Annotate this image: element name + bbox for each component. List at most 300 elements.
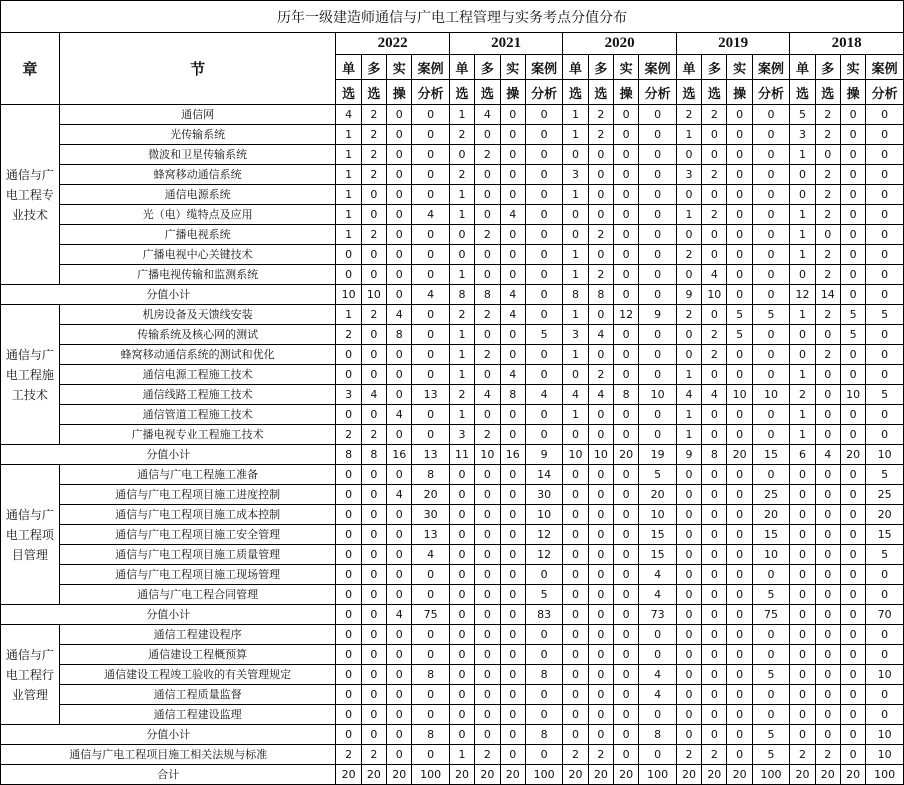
value-cell: 0 <box>449 465 474 485</box>
value-cell: 0 <box>840 105 865 125</box>
value-cell: 0 <box>727 405 752 425</box>
value-cell: 15 <box>752 525 789 545</box>
value-cell: 0 <box>336 265 361 285</box>
value-cell: 4 <box>387 605 412 625</box>
value-cell: 4 <box>500 205 525 225</box>
value-cell: 20 <box>449 765 474 785</box>
value-cell: 5 <box>525 585 562 605</box>
value-cell: 0 <box>588 245 613 265</box>
value-cell: 0 <box>336 605 361 625</box>
value-cell: 0 <box>500 485 525 505</box>
value-cell: 2 <box>790 745 815 765</box>
value-cell: 1 <box>790 145 815 165</box>
value-cell: 0 <box>588 485 613 505</box>
value-cell: 1 <box>336 145 361 165</box>
value-cell: 1 <box>563 185 588 205</box>
value-cell: 2 <box>815 305 840 325</box>
year-header: 2018 <box>790 33 904 55</box>
value-cell: 1 <box>563 125 588 145</box>
value-cell: 0 <box>588 685 613 705</box>
value-cell: 0 <box>614 205 639 225</box>
value-cell: 0 <box>412 145 449 165</box>
table-row <box>1 645 904 665</box>
value-cell: 20 <box>412 485 449 505</box>
value-cell: 0 <box>563 665 588 685</box>
table-row <box>1 245 904 265</box>
section-cell: 蜂窝移动通信系统的测试和优化 <box>59 345 336 365</box>
value-cell: 0 <box>727 565 752 585</box>
value-cell: 2 <box>361 745 386 765</box>
value-cell: 0 <box>475 165 500 185</box>
value-cell: 0 <box>588 405 613 425</box>
value-cell: 0 <box>815 525 840 545</box>
value-cell: 0 <box>361 545 386 565</box>
value-cell: 0 <box>500 105 525 125</box>
value-cell: 0 <box>614 485 639 505</box>
type-header-bottom: 操 <box>387 80 412 105</box>
value-cell: 1 <box>790 245 815 265</box>
value-cell: 0 <box>563 725 588 745</box>
value-cell: 0 <box>815 405 840 425</box>
year-header: 2020 <box>563 33 676 55</box>
value-cell: 0 <box>361 585 386 605</box>
table-row <box>1 385 904 405</box>
value-cell: 0 <box>676 465 701 485</box>
value-cell: 4 <box>336 105 361 125</box>
section-cell: 通信与广电工程合同管理 <box>59 585 336 605</box>
value-cell: 0 <box>563 565 588 585</box>
value-cell: 2 <box>676 745 701 765</box>
value-cell: 0 <box>588 605 613 625</box>
value-cell: 0 <box>614 465 639 485</box>
value-cell: 1 <box>790 405 815 425</box>
type-header-bottom: 选 <box>702 80 727 105</box>
value-cell: 0 <box>676 325 701 345</box>
value-cell: 0 <box>525 205 562 225</box>
value-cell: 0 <box>639 265 676 285</box>
value-cell: 0 <box>614 165 639 185</box>
value-cell: 4 <box>412 285 449 305</box>
value-cell: 0 <box>614 545 639 565</box>
value-cell: 0 <box>840 505 865 525</box>
value-cell: 2 <box>475 225 500 245</box>
type-header-bottom: 分析 <box>866 80 904 105</box>
value-cell: 2 <box>815 165 840 185</box>
value-cell: 0 <box>563 425 588 445</box>
value-cell: 1 <box>563 265 588 285</box>
subtotal-row <box>1 725 904 745</box>
value-cell: 0 <box>790 545 815 565</box>
value-cell: 0 <box>387 225 412 245</box>
value-cell: 0 <box>639 245 676 265</box>
value-cell: 0 <box>361 525 386 545</box>
value-cell: 0 <box>702 425 727 445</box>
value-cell: 0 <box>702 405 727 425</box>
type-header-top: 案例 <box>525 55 562 80</box>
value-cell: 0 <box>336 705 361 725</box>
value-cell: 0 <box>702 365 727 385</box>
value-cell: 0 <box>752 105 789 125</box>
value-cell: 5 <box>752 585 789 605</box>
value-cell: 2 <box>702 205 727 225</box>
year-header: 2021 <box>449 33 562 55</box>
value-cell: 1 <box>676 405 701 425</box>
value-cell: 20 <box>676 765 701 785</box>
value-cell: 0 <box>639 125 676 145</box>
value-cell: 8 <box>639 725 676 745</box>
value-cell: 0 <box>387 745 412 765</box>
value-cell: 0 <box>563 485 588 505</box>
table-row <box>1 265 904 285</box>
value-cell: 0 <box>639 625 676 645</box>
value-cell: 0 <box>500 625 525 645</box>
type-header-top: 单 <box>676 55 701 80</box>
value-cell: 2 <box>449 165 474 185</box>
value-cell: 4 <box>500 285 525 305</box>
type-header-bottom: 选 <box>588 80 613 105</box>
value-cell: 0 <box>361 345 386 365</box>
value-cell: 0 <box>387 265 412 285</box>
value-cell: 0 <box>639 745 676 765</box>
section-cell: 通信与广电工程项目施工安全管理 <box>59 525 336 545</box>
value-cell: 1 <box>676 125 701 145</box>
value-cell: 0 <box>387 505 412 525</box>
value-cell: 25 <box>752 485 789 505</box>
value-cell: 14 <box>815 285 840 305</box>
value-cell: 0 <box>614 185 639 205</box>
value-cell: 2 <box>361 125 386 145</box>
value-cell: 0 <box>614 645 639 665</box>
value-cell: 0 <box>840 525 865 545</box>
value-cell: 0 <box>525 145 562 165</box>
table-row <box>1 525 904 545</box>
value-cell: 0 <box>500 525 525 545</box>
value-cell: 0 <box>412 365 449 385</box>
value-cell: 0 <box>336 465 361 485</box>
value-cell: 13 <box>412 385 449 405</box>
value-cell: 1 <box>563 305 588 325</box>
value-cell: 0 <box>475 545 500 565</box>
section-cell: 通信网 <box>59 105 336 125</box>
value-cell: 0 <box>563 705 588 725</box>
value-cell: 0 <box>361 645 386 665</box>
value-cell: 0 <box>525 305 562 325</box>
value-cell: 0 <box>752 325 789 345</box>
value-cell: 0 <box>525 405 562 425</box>
value-cell: 0 <box>676 505 701 525</box>
value-cell: 0 <box>387 345 412 365</box>
value-cell: 0 <box>727 645 752 665</box>
value-cell: 2 <box>676 105 701 125</box>
value-cell: 0 <box>588 305 613 325</box>
value-cell: 5 <box>866 305 904 325</box>
value-cell: 1 <box>336 185 361 205</box>
value-cell: 0 <box>525 185 562 205</box>
value-cell: 0 <box>840 125 865 145</box>
value-cell: 20 <box>614 445 639 465</box>
value-cell: 0 <box>866 125 904 145</box>
value-cell: 20 <box>815 765 840 785</box>
value-cell: 0 <box>336 525 361 545</box>
table-row <box>1 145 904 165</box>
value-cell: 16 <box>500 445 525 465</box>
value-cell: 0 <box>500 345 525 365</box>
value-cell: 3 <box>449 425 474 445</box>
value-cell: 10 <box>866 665 904 685</box>
value-cell: 0 <box>475 365 500 385</box>
table-row <box>1 165 904 185</box>
value-cell: 0 <box>866 105 904 125</box>
value-cell: 0 <box>866 625 904 645</box>
value-cell: 2 <box>815 745 840 765</box>
value-cell: 0 <box>412 625 449 645</box>
value-cell: 4 <box>676 385 701 405</box>
value-cell: 0 <box>866 565 904 585</box>
value-cell: 0 <box>840 485 865 505</box>
value-cell: 2 <box>702 165 727 185</box>
value-cell: 8 <box>412 465 449 485</box>
value-cell: 5 <box>790 105 815 125</box>
value-cell: 0 <box>815 145 840 165</box>
value-cell: 0 <box>702 685 727 705</box>
value-cell: 0 <box>727 745 752 765</box>
section-cell: 通信建设工程概预算 <box>59 645 336 665</box>
value-cell: 0 <box>727 465 752 485</box>
value-cell: 8 <box>702 445 727 465</box>
value-cell: 0 <box>387 205 412 225</box>
value-cell: 15 <box>639 525 676 545</box>
value-cell: 0 <box>790 645 815 665</box>
value-cell: 0 <box>639 165 676 185</box>
value-cell: 0 <box>412 645 449 665</box>
value-cell: 2 <box>815 345 840 365</box>
value-cell: 0 <box>449 245 474 265</box>
value-cell: 0 <box>840 425 865 445</box>
value-cell: 0 <box>563 585 588 605</box>
value-cell: 9 <box>525 445 562 465</box>
value-cell: 4 <box>412 205 449 225</box>
value-cell: 0 <box>336 345 361 365</box>
subtotal-label: 分值小计 <box>1 605 336 625</box>
value-cell: 2 <box>815 125 840 145</box>
value-cell: 0 <box>815 665 840 685</box>
value-cell: 0 <box>840 565 865 585</box>
value-cell: 0 <box>639 205 676 225</box>
type-header-bottom: 分析 <box>639 80 676 105</box>
value-cell: 0 <box>336 685 361 705</box>
value-cell: 0 <box>500 725 525 745</box>
value-cell: 0 <box>727 545 752 565</box>
value-cell: 1 <box>563 245 588 265</box>
value-cell: 0 <box>727 165 752 185</box>
value-cell: 8 <box>449 285 474 305</box>
value-cell: 0 <box>840 365 865 385</box>
value-cell: 1 <box>790 305 815 325</box>
value-cell: 20 <box>752 505 789 525</box>
value-cell: 0 <box>840 545 865 565</box>
value-cell: 0 <box>840 245 865 265</box>
table-row <box>1 665 904 685</box>
value-cell: 0 <box>588 545 613 565</box>
table-row <box>1 485 904 505</box>
value-cell: 0 <box>449 585 474 605</box>
value-cell: 100 <box>866 765 904 785</box>
value-cell: 0 <box>563 365 588 385</box>
section-cell: 通信与广电工程施工准备 <box>59 465 336 485</box>
value-cell: 0 <box>525 685 562 705</box>
value-cell: 0 <box>475 485 500 505</box>
value-cell: 0 <box>790 605 815 625</box>
value-cell: 4 <box>702 385 727 405</box>
type-header-top: 单 <box>790 55 815 80</box>
value-cell: 0 <box>840 705 865 725</box>
value-cell: 83 <box>525 605 562 625</box>
value-cell: 0 <box>614 705 639 725</box>
value-cell: 20 <box>840 765 865 785</box>
value-cell: 0 <box>588 165 613 185</box>
value-cell: 0 <box>727 245 752 265</box>
table-row <box>1 125 904 145</box>
value-cell: 0 <box>563 525 588 545</box>
value-cell: 16 <box>387 445 412 465</box>
value-cell: 0 <box>361 725 386 745</box>
value-cell: 0 <box>702 625 727 645</box>
value-cell: 0 <box>588 465 613 485</box>
value-cell: 0 <box>500 185 525 205</box>
value-cell: 2 <box>336 745 361 765</box>
value-cell: 0 <box>815 465 840 485</box>
value-cell: 0 <box>676 485 701 505</box>
value-cell: 4 <box>588 325 613 345</box>
value-cell: 0 <box>588 625 613 645</box>
value-cell: 0 <box>815 485 840 505</box>
value-cell: 5 <box>752 305 789 325</box>
value-cell: 0 <box>676 605 701 625</box>
value-cell: 0 <box>614 685 639 705</box>
value-cell: 0 <box>815 625 840 645</box>
value-cell: 0 <box>676 725 701 745</box>
value-cell: 2 <box>361 225 386 245</box>
value-cell: 12 <box>790 285 815 305</box>
value-cell: 0 <box>727 685 752 705</box>
value-cell: 0 <box>727 265 752 285</box>
value-cell: 0 <box>815 685 840 705</box>
value-cell: 0 <box>840 685 865 705</box>
value-cell: 0 <box>702 505 727 525</box>
value-cell: 9 <box>676 445 701 465</box>
value-cell: 0 <box>614 145 639 165</box>
value-cell: 0 <box>412 225 449 245</box>
value-cell: 0 <box>727 185 752 205</box>
value-cell: 20 <box>866 505 904 525</box>
value-cell: 0 <box>361 705 386 725</box>
value-cell: 0 <box>588 185 613 205</box>
value-cell: 0 <box>500 565 525 585</box>
value-cell: 0 <box>361 605 386 625</box>
value-cell: 0 <box>727 125 752 145</box>
value-cell: 0 <box>387 685 412 705</box>
value-cell: 0 <box>866 165 904 185</box>
value-cell: 30 <box>412 505 449 525</box>
value-cell: 2 <box>815 265 840 285</box>
value-cell: 10 <box>361 285 386 305</box>
value-cell: 1 <box>449 205 474 225</box>
value-cell: 0 <box>336 625 361 645</box>
value-cell: 0 <box>387 105 412 125</box>
value-cell: 0 <box>702 305 727 325</box>
value-cell: 0 <box>336 645 361 665</box>
value-cell: 0 <box>790 505 815 525</box>
value-cell: 10 <box>588 445 613 465</box>
value-cell: 0 <box>475 585 500 605</box>
value-cell: 8 <box>525 665 562 685</box>
value-cell: 19 <box>639 445 676 465</box>
value-cell: 0 <box>702 245 727 265</box>
value-cell: 20 <box>727 445 752 465</box>
value-cell: 0 <box>412 685 449 705</box>
value-cell: 5 <box>752 725 789 745</box>
value-cell: 0 <box>387 665 412 685</box>
value-cell: 0 <box>840 725 865 745</box>
value-cell: 0 <box>752 685 789 705</box>
value-cell: 2 <box>588 225 613 245</box>
value-cell: 0 <box>790 465 815 485</box>
value-cell: 0 <box>727 705 752 725</box>
value-cell: 0 <box>866 585 904 605</box>
table-row <box>1 685 904 705</box>
value-cell: 0 <box>676 225 701 245</box>
value-cell: 0 <box>412 125 449 145</box>
value-cell: 2 <box>475 145 500 165</box>
value-cell: 0 <box>387 585 412 605</box>
type-header-top: 实 <box>727 55 752 80</box>
value-cell: 10 <box>752 545 789 565</box>
type-header-top: 多 <box>475 55 500 80</box>
table-row <box>1 225 904 245</box>
value-cell: 1 <box>449 745 474 765</box>
section-cell: 通信工程建设监理 <box>59 705 336 725</box>
value-cell: 0 <box>449 665 474 685</box>
type-header-bottom: 操 <box>500 80 525 105</box>
value-cell: 0 <box>563 545 588 565</box>
value-cell: 0 <box>790 725 815 745</box>
subtotal-row <box>1 445 904 465</box>
value-cell: 0 <box>790 345 815 365</box>
chapter-cell: 通信与广电工程专业技术 <box>1 105 60 285</box>
value-cell: 0 <box>752 285 789 305</box>
value-cell: 20 <box>727 765 752 785</box>
value-cell: 20 <box>361 765 386 785</box>
value-cell: 0 <box>840 405 865 425</box>
value-cell: 0 <box>563 625 588 645</box>
value-cell: 9 <box>639 305 676 325</box>
value-cell: 8 <box>525 725 562 745</box>
value-cell: 8 <box>563 285 588 305</box>
value-cell: 10 <box>639 505 676 525</box>
value-cell: 0 <box>790 685 815 705</box>
value-cell: 8 <box>475 285 500 305</box>
value-cell: 2 <box>563 745 588 765</box>
value-cell: 12 <box>525 545 562 565</box>
value-cell: 0 <box>676 265 701 285</box>
value-cell: 1 <box>336 205 361 225</box>
value-cell: 0 <box>727 485 752 505</box>
value-cell: 0 <box>866 685 904 705</box>
value-cell: 0 <box>790 705 815 725</box>
value-cell: 0 <box>387 125 412 145</box>
value-cell: 0 <box>361 365 386 385</box>
value-cell: 0 <box>449 725 474 745</box>
